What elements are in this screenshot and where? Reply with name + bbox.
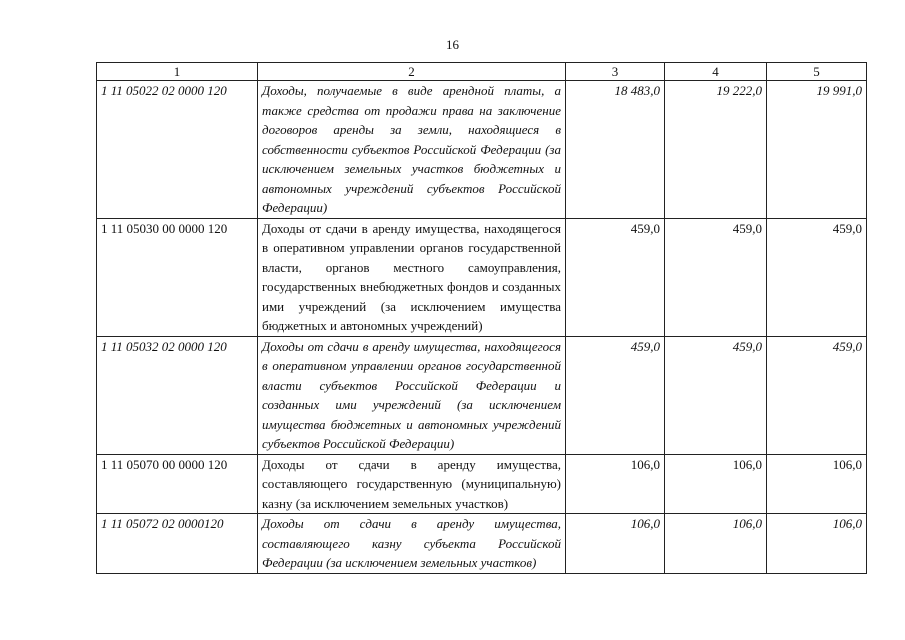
description-cell: Доходы, получаемые в виде арендной платы, а также средства от продажи права на заключение договоров аренды за земли, находящиеся в собственности субъектов Российской Федерации (за исключением земельных участков бюджетных и автономных учреждений субъектов Российской Федерации) bbox=[258, 81, 566, 219]
budget-code-cell: 1 11 05072 02 0000120 bbox=[97, 514, 258, 574]
description-cell: Доходы от сдачи в аренду имущества, составляющего государственную (муниципальную) казну (за исключением земельных участков) bbox=[258, 454, 566, 514]
budget-code-cell: 1 11 05032 02 0000 120 bbox=[97, 336, 258, 454]
value-cell-year2: 459,0 bbox=[665, 218, 767, 336]
header-cell-2: 2 bbox=[258, 63, 566, 81]
value-cell-year3: 106,0 bbox=[767, 454, 867, 514]
value-cell-year2: 459,0 bbox=[665, 336, 767, 454]
budget-code-cell: 1 11 05022 02 0000 120 bbox=[97, 81, 258, 219]
header-cell-1: 1 bbox=[97, 63, 258, 81]
budget-code-cell: 1 11 05070 00 0000 120 bbox=[97, 454, 258, 514]
value-cell-year3: 459,0 bbox=[767, 218, 867, 336]
value-cell-year1: 459,0 bbox=[566, 218, 665, 336]
revenue-table bbox=[96, 62, 867, 574]
value-cell-year1: 18 483,0 bbox=[566, 81, 665, 219]
value-cell-year3: 106,0 bbox=[767, 514, 867, 574]
description-cell: Доходы от сдачи в аренду имущества, находящегося в оперативном управлении органов государственной власти субъектов Российской Федерации и созданных ими учреждений (за исключением имущества бюджетных и автономных учреждений субъектов Российской Федерации) bbox=[258, 336, 566, 454]
value-cell-year2: 106,0 bbox=[665, 454, 767, 514]
header-cell-3: 3 bbox=[566, 63, 665, 81]
description-cell: Доходы от сдачи в аренду имущества, находящегося в оперативном управлении органов государственной власти, органов местного самоуправления, государственных внебюджетных фондов и созданных ими учреждений (за исключением имущества бюджетных и автономных учреждений) bbox=[258, 218, 566, 336]
header-cell-4: 4 bbox=[665, 63, 767, 81]
value-cell-year3: 19 991,0 bbox=[767, 81, 867, 219]
table-header-row bbox=[97, 63, 867, 81]
table-row bbox=[97, 218, 867, 336]
table-row bbox=[97, 336, 867, 454]
value-cell-year3: 459,0 bbox=[767, 336, 867, 454]
budget-code-cell: 1 11 05030 00 0000 120 bbox=[97, 218, 258, 336]
value-cell-year2: 106,0 bbox=[665, 514, 767, 574]
table-row bbox=[97, 454, 867, 514]
value-cell-year1: 106,0 bbox=[566, 514, 665, 574]
page-number: 16 bbox=[446, 37, 459, 52]
value-cell-year2: 19 222,0 bbox=[665, 81, 767, 219]
table-row bbox=[97, 514, 867, 574]
header-cell-5: 5 bbox=[767, 63, 867, 81]
value-cell-year1: 106,0 bbox=[566, 454, 665, 514]
table-row bbox=[97, 81, 867, 219]
value-cell-year1: 459,0 bbox=[566, 336, 665, 454]
description-cell: Доходы от сдачи в аренду имущества, составляющего казну субъекта Российской Федерации (за исключением земельных участков) bbox=[258, 514, 566, 574]
